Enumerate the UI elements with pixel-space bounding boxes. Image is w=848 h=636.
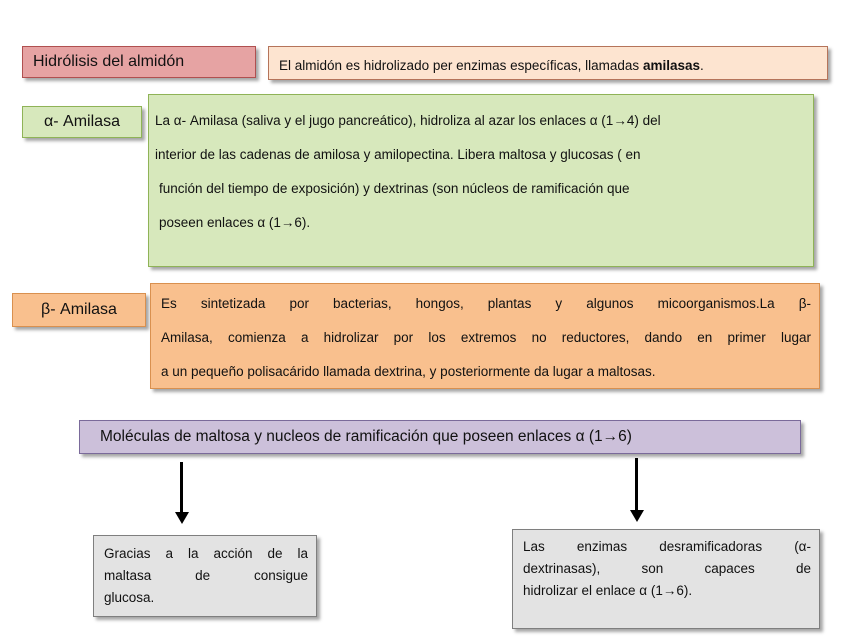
intro-bold: amilasas bbox=[642, 58, 700, 73]
right-result-line-1: Las enzimas desramificadoras (α- bbox=[523, 539, 811, 554]
beta-label-box bbox=[12, 293, 146, 327]
left-result-box bbox=[93, 535, 317, 617]
beta-label: β- Amilasa bbox=[41, 301, 117, 318]
intro-box bbox=[268, 46, 828, 80]
right-arrow-shaft bbox=[635, 458, 638, 512]
beta-line-2: Amilasa, comienza a hidrolizar por los extremos no reductores, dando en primer lugar bbox=[161, 330, 811, 345]
alpha-line-2: interior de las cadenas de amilosa y amilopectina. Libera maltosa y glucosas ( en bbox=[155, 147, 641, 162]
right-arrow-head bbox=[630, 510, 644, 522]
beta-line-1: Es sintetizada por bacterias, hongos, plantas y algunos micoorganismos.La β- bbox=[161, 296, 811, 311]
beta-line-3: a un pequeño polisacárido llamada dextrina, y posteriormente da lugar a maltosas. bbox=[161, 364, 656, 379]
alpha-label: α- Amilasa bbox=[44, 113, 120, 130]
alpha-line-4: poseen enlaces α (1→6). bbox=[159, 215, 311, 230]
alpha-label-box bbox=[22, 106, 142, 138]
right-result-line-2: dextrinasas), son capaces de bbox=[523, 561, 811, 576]
beta-text-box bbox=[150, 283, 820, 389]
alpha-text-box bbox=[148, 94, 814, 267]
title-box bbox=[22, 46, 256, 78]
left-result-line-1: Gracias a la acción de la bbox=[104, 546, 308, 561]
intro-prefix: El almidón es hidrolizado per enzimas específicas, llamadas bbox=[279, 58, 643, 73]
title-label: Hidrólisis del almidón bbox=[33, 53, 185, 70]
left-arrow-head bbox=[175, 512, 189, 524]
intro-suffix: . bbox=[699, 58, 704, 73]
right-result-box bbox=[512, 529, 820, 629]
left-arrow-shaft bbox=[180, 462, 183, 514]
alpha-line-1: La α- Amilasa (saliva y el jugo pancreático), hidroliza al azar los enlaces α (1→4) del bbox=[155, 113, 661, 128]
right-result-line-3: hidrolizar el enlace α (1→6). bbox=[523, 583, 693, 598]
molecules-label: Moléculas de maltosa y nucleos de ramificación que poseen enlaces α (1→6) bbox=[100, 428, 632, 445]
alpha-line-3: función del tiempo de exposición) y dextrinas (son núcleos de ramificación que bbox=[159, 181, 630, 196]
left-result-line-3: glucosa. bbox=[104, 590, 155, 605]
left-result-line-2: maltasa de consigue bbox=[104, 568, 308, 583]
molecules-box bbox=[79, 420, 801, 454]
